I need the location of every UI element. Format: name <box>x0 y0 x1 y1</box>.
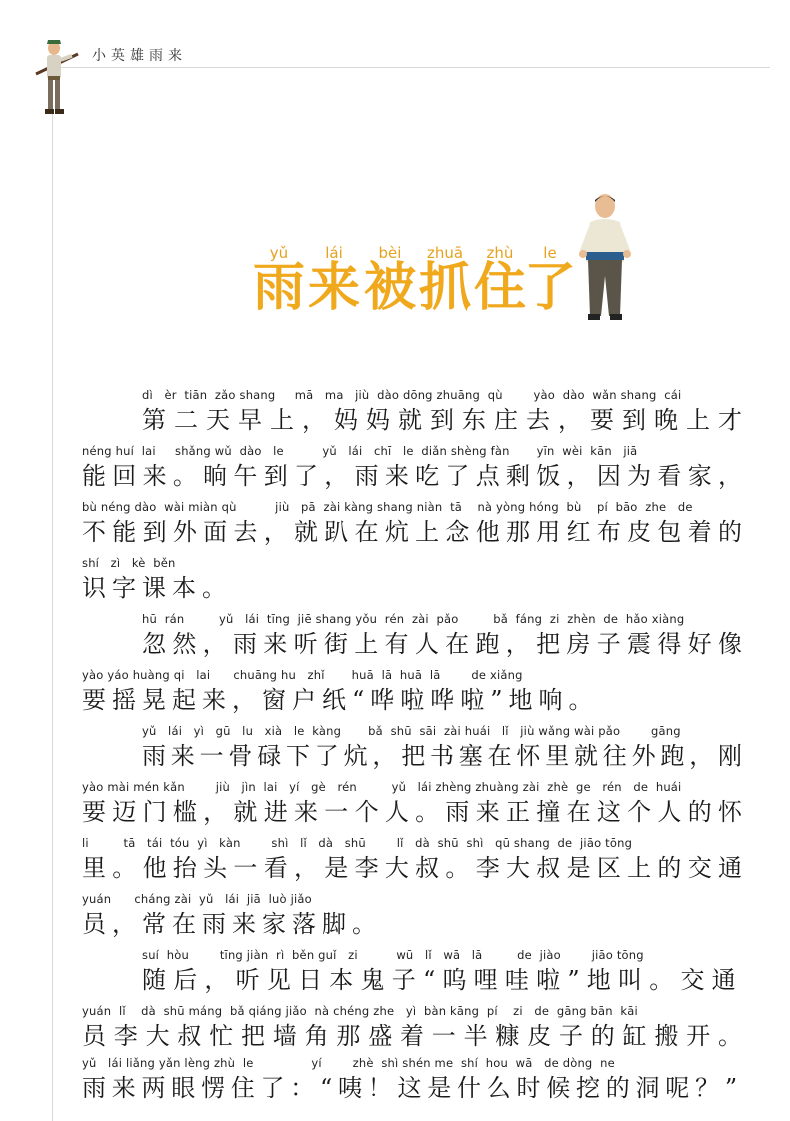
title-char: 被 <box>363 258 417 318</box>
line-text: 要摇晃起来，窗户纸“哗啦哗啦”地响。 <box>82 686 599 714</box>
text-line <box>82 892 742 948</box>
text-line <box>82 556 742 612</box>
line-text: 雨来两眼愣住了：“咦！这是什么时候挖的洞呢？” <box>82 1074 742 1102</box>
title-pinyin-syllable: yǔ <box>269 244 289 262</box>
line-text: 第二天早上，妈妈就到东庄去，要到晚上才 <box>142 406 750 434</box>
title-pinyin-syllable: bèi <box>378 244 402 262</box>
line-pinyin: yào mài mén kǎn jiù jìn lai yí gè rén yǔ lái zhèng zhuàng zài zhè ge rén de huái <box>82 780 682 794</box>
line-pinyin: néng huí lai shǎng wǔ dào le yǔ lái chī le diǎn shèng fàn yīn wèi kān jiā <box>82 444 638 458</box>
line-pinyin: yǔ lái yì gū lu xià le kàng bǎ shū sāi zài huái lǐ jiù wǎng wài pǎo gāng <box>142 724 681 738</box>
text-line <box>142 612 749 668</box>
line-pinyin: yuán lǐ dà shū máng bǎ qiáng jiǎo nà chéng zhe yì bàn kāng pí zi de gāng bān kāi <box>82 1004 638 1018</box>
line-text: 员，常在雨来家落脚。 <box>82 910 382 938</box>
line-text: 员李大叔忙把墙角那盛着一半糠皮子的缸搬开。 <box>82 1022 750 1050</box>
text-line <box>82 780 749 836</box>
line-pinyin: yào yáo huàng qi lai chuāng hu zhǐ huā lā huā lā de xiǎng <box>82 668 523 682</box>
line-pinyin: yǔ lái liǎng yǎn lèng zhù le yí zhè shì shén me shí hou wā de dòng ne <box>82 1056 615 1070</box>
title-char: 雨 <box>252 258 306 318</box>
line-text: 随后，听见日本鬼子“呜哩哇啦”地叫。交通 <box>142 966 742 994</box>
title-pinyin-syllable: lái <box>325 244 343 262</box>
line-pinyin: li tā tái tóu yì kàn shì lǐ dà shū lǐ dà shū shì qū shang de jiāo tōng <box>82 836 633 850</box>
line-text: 能回来。晌午到了，雨来吃了点剩饭，因为看家， <box>82 462 749 490</box>
page-frame-left <box>52 67 53 1121</box>
text-line <box>82 1004 750 1060</box>
line-pinyin: suí hòu tīng jiàn rì běn guǐ zi wū lǐ wā lā de jiào jiāo tōng <box>142 948 644 962</box>
title-char: 了 <box>523 258 577 318</box>
page-title <box>0 258 790 318</box>
text-line <box>82 1056 742 1112</box>
line-pinyin: dì èr tiān zǎo shang mā ma jiù dào dōng zhuāng qù yào dào wǎn shang cái <box>142 388 682 402</box>
text-line <box>142 388 750 444</box>
line-text: 雨来一骨碌下了炕，把书塞在怀里就往外跑，刚 <box>142 742 747 770</box>
line-text: 要迈门槛，就进来一个人。雨来正撞在这个人的怀 <box>82 798 749 826</box>
line-pinyin: bù néng dào wài miàn qù jiù pā zài kàng shang niàn tā nà yòng hóng bù pí bāo zhe de <box>82 500 693 514</box>
line-text: 不能到外面去，就趴在炕上念他那用红布皮包着的 <box>82 518 749 546</box>
title-char: 住 <box>473 258 527 318</box>
text-line <box>142 948 742 1004</box>
running-head: 小英雄雨来 <box>92 48 187 64</box>
title-char: 来 <box>307 258 361 318</box>
line-pinyin: yuán cháng zài yǔ lái jiā luò jiǎo <box>82 892 312 906</box>
title-pinyin-syllable: le <box>543 244 557 262</box>
line-text: 里。他抬头一看，是李大叔。李大叔是区上的交通 <box>82 854 749 882</box>
line-text: 忽然，雨来听街上有人在跑，把房子震得好像 <box>142 630 749 658</box>
title-pinyin-syllable: zhù <box>486 244 514 262</box>
text-line <box>82 668 742 724</box>
line-pinyin: shí zì kè běn <box>82 556 176 570</box>
text-line <box>82 836 749 892</box>
page-frame-top <box>52 67 770 68</box>
text-line <box>82 444 749 500</box>
title-pinyin-syllable: zhuā <box>426 244 464 262</box>
title-char: 抓 <box>418 258 472 318</box>
text-line <box>82 500 749 556</box>
text-line <box>142 724 747 780</box>
soldier-illustration <box>34 36 80 120</box>
line-pinyin: hū rán yǔ lái tīng jiē shang yǒu rén zài pǎo bǎ fáng zi zhèn de hǎo xiàng <box>142 612 685 626</box>
line-text: 识字课本。 <box>82 574 232 602</box>
